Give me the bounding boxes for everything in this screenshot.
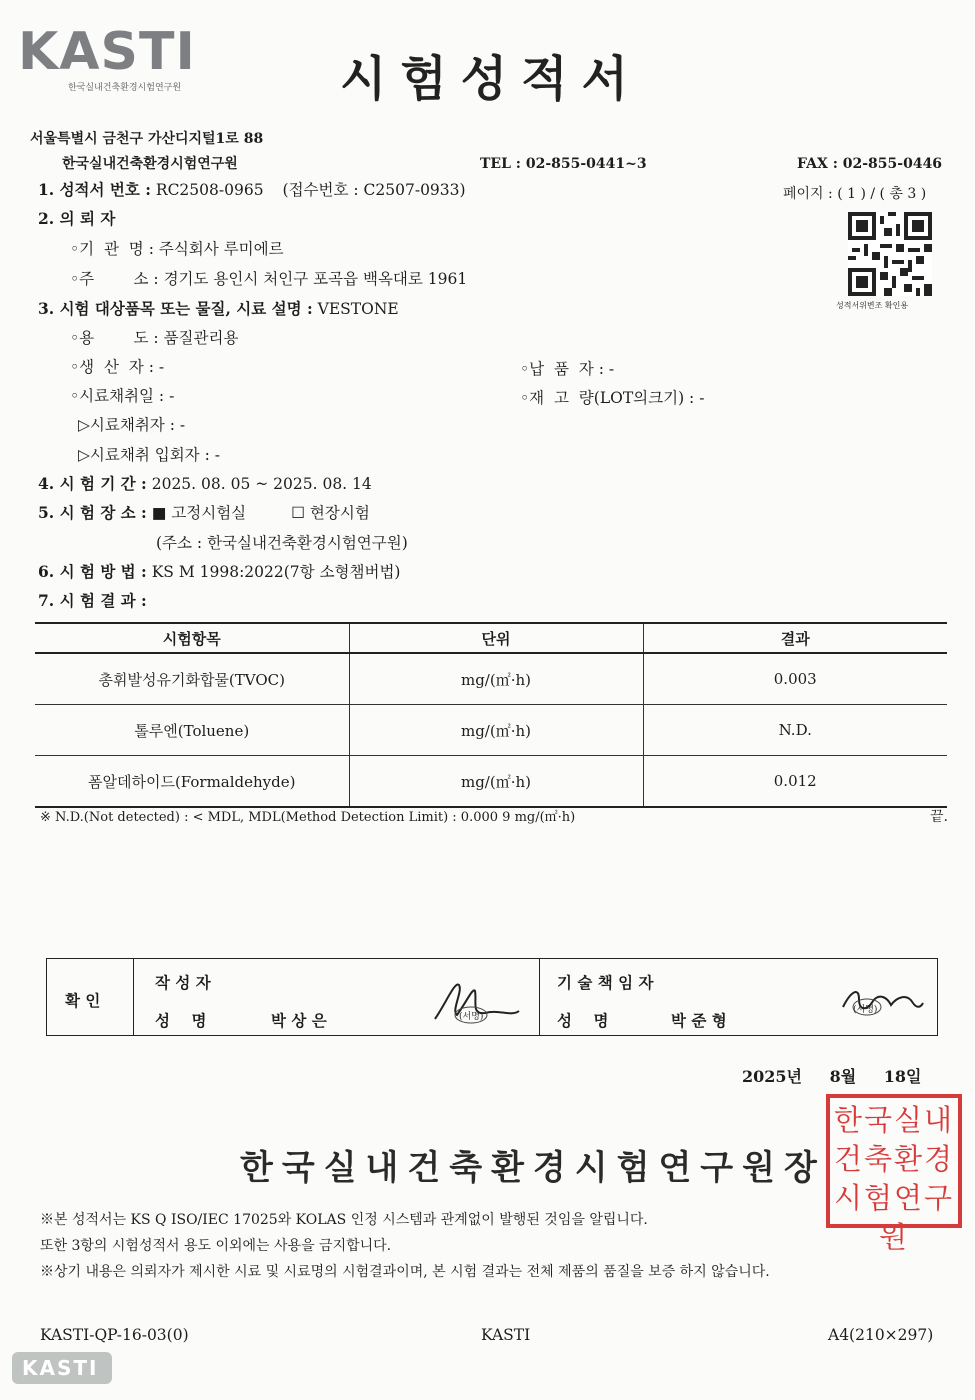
- place-address: (주소 : 한국실내건축환경시험연구원): [156, 534, 408, 552]
- footer-center-label: KASTI: [481, 1326, 531, 1344]
- signature-scribble-icon: [837, 977, 927, 1027]
- cell-result: 0.012: [643, 756, 947, 808]
- method-value: KS M 1998:2022(7항 소형챔버법): [151, 563, 401, 581]
- page-indicator: 페이지 : ( 1 ) / ( 총 3 ): [783, 186, 927, 202]
- signature-scribble-icon: [427, 971, 537, 1031]
- cell-item: 총휘발성유기화합물(TVOC): [35, 653, 349, 705]
- place-row: [38, 501, 370, 523]
- header-item: 시험항목: [35, 623, 349, 653]
- institution-director: 한국실내건축환경시험연구원장: [240, 1148, 826, 1188]
- method-row: [38, 560, 400, 582]
- client-address: ◦주 소 : 경기도 용인시 처인구 포곡읍 백옥대로 1961: [70, 270, 468, 288]
- tech-name-label: 성 명: [557, 1011, 609, 1030]
- place-field-option: ☐ 현장시험: [291, 504, 370, 522]
- item-value: VESTONE: [317, 300, 399, 318]
- kasti-logo: [18, 22, 196, 96]
- item-row: [38, 297, 399, 319]
- lab-name: 한국실내건축환경시험연구원: [62, 156, 238, 172]
- cell-result: 0.003: [643, 653, 947, 705]
- client-org: ◦기 관 명 : 주식회사 루미에르: [70, 240, 284, 258]
- client-heading: 2. 의 뢰 자: [38, 209, 116, 228]
- report-number-value: RC2508-0965: [155, 181, 264, 199]
- table-row: [35, 756, 947, 808]
- period-row: [38, 472, 372, 494]
- result-heading: 7. 시 험 결 과 :: [38, 591, 147, 610]
- place-fixed-option: ■ 고정시험실: [151, 504, 247, 522]
- producer-line: ◦생 산 자 : -: [70, 358, 165, 376]
- supplier-line: ◦납 품 자 : -: [520, 360, 615, 378]
- receipt-number: (접수번호 : C2507-0933): [282, 181, 466, 199]
- fax-number: FAX : 02-855-0446: [797, 156, 943, 172]
- stock-line: ◦재 고 량(LOT의크기) : -: [520, 389, 705, 407]
- results-table: [35, 622, 947, 808]
- writer-signature: [427, 971, 537, 1031]
- header-unit: 단위: [349, 623, 643, 653]
- writer-name-label: 성 명: [155, 1011, 207, 1030]
- footnote-disclaimer: ※상기 내용은 의뢰자가 제시한 시료 및 시료명의 시험결과이며, 본 시험 결과는 전체 제품의 품질을 보증 하지 않습니다.: [40, 1264, 770, 1280]
- logo-text: KASTI: [18, 22, 196, 82]
- footnote-kolas: ※본 성적서는 KS Q ISO/IEC 17025와 KOLAS 인정 시스템과 관계없이 발행된 것임을 알립니다.: [40, 1212, 648, 1228]
- table-row: [35, 705, 947, 756]
- tel-number: TEL : 02-855-0441~3: [480, 156, 647, 172]
- confirm-label: 확 인: [65, 991, 101, 1010]
- qr-code-icon: [848, 212, 932, 296]
- item-label: 3. 시험 대상품목 또는 물질, 시료 설명 :: [38, 299, 313, 318]
- tech-manager-title: 기 술 책 임 자: [557, 973, 654, 992]
- logo-subtitle: 한국실내건축환경시험연구원: [68, 83, 182, 93]
- footer-logo-text: KASTI: [22, 1356, 99, 1380]
- nd-note: ※ N.D.(Not detected) : < MDL, MDL(Method Detection Limit) : 0.000 9 mg/(㎡·h): [40, 810, 576, 825]
- date-day: 18일: [883, 1067, 922, 1086]
- cell-item: 톨루엔(Toluene): [35, 705, 349, 756]
- writer-sign-mark: (서명): [459, 1012, 484, 1022]
- writer-title: 작 성 자: [155, 973, 211, 992]
- paper-size: A4(210×297): [828, 1326, 934, 1344]
- period-value: 2025. 08. 05 ~ 2025. 08. 14: [151, 475, 372, 493]
- date-year: 2025년: [742, 1067, 802, 1086]
- end-mark: 끝.: [930, 809, 948, 825]
- form-number: KASTI-QP-16-03(0): [40, 1326, 189, 1344]
- report-number-label: 1. 성적서 번호 :: [38, 180, 151, 199]
- lab-address: 서울특별시 금천구 가산디지털1로 88: [30, 131, 264, 147]
- period-label: 4. 시 험 기 간 :: [38, 474, 147, 493]
- qr-caption: 성적서위변조 확인용: [836, 301, 909, 310]
- seal-text: 한국실내 건축환경 시험연구원: [833, 1103, 955, 1254]
- date-month: 8월: [829, 1067, 857, 1086]
- report-number-row: [38, 178, 466, 200]
- table-row: [35, 653, 947, 705]
- cell-unit: mg/(㎡·h): [349, 653, 643, 705]
- cell-unit: mg/(㎡·h): [349, 756, 643, 808]
- place-label: 5. 시 험 장 소 :: [38, 503, 147, 522]
- footer-logo: [12, 1352, 112, 1384]
- writer-name: 박 상 은: [271, 1011, 327, 1030]
- cell-result: N.D.: [643, 705, 947, 756]
- method-label: 6. 시 험 방 법 :: [38, 562, 147, 581]
- signature-box: [46, 958, 938, 1036]
- tech-sign-mark: (서명): [853, 1005, 878, 1015]
- sampler-line: ▷시료채취자 : -: [78, 416, 186, 434]
- usage-line: ◦용 도 : 품질관리용: [70, 329, 239, 347]
- issue-date: [742, 1064, 921, 1087]
- official-seal: [826, 1094, 962, 1254]
- document-title: 시험성적서: [340, 51, 642, 107]
- cell-item: 폼알데하이드(Formaldehyde): [35, 756, 349, 808]
- tech-signature: [837, 977, 927, 1027]
- footnote-usage: 또한 3항의 시험성적서 용도 이외에는 사용을 금지합니다.: [40, 1238, 392, 1254]
- table-header-row: [35, 623, 947, 653]
- tech-name: 박 준 형: [671, 1011, 727, 1030]
- header-result: 결과: [643, 623, 947, 653]
- witness-line: ▷시료채취 입회자 : -: [78, 446, 220, 464]
- cell-unit: mg/(㎡·h): [349, 705, 643, 756]
- sampling-date-line: ◦시료채취일 : -: [70, 387, 175, 405]
